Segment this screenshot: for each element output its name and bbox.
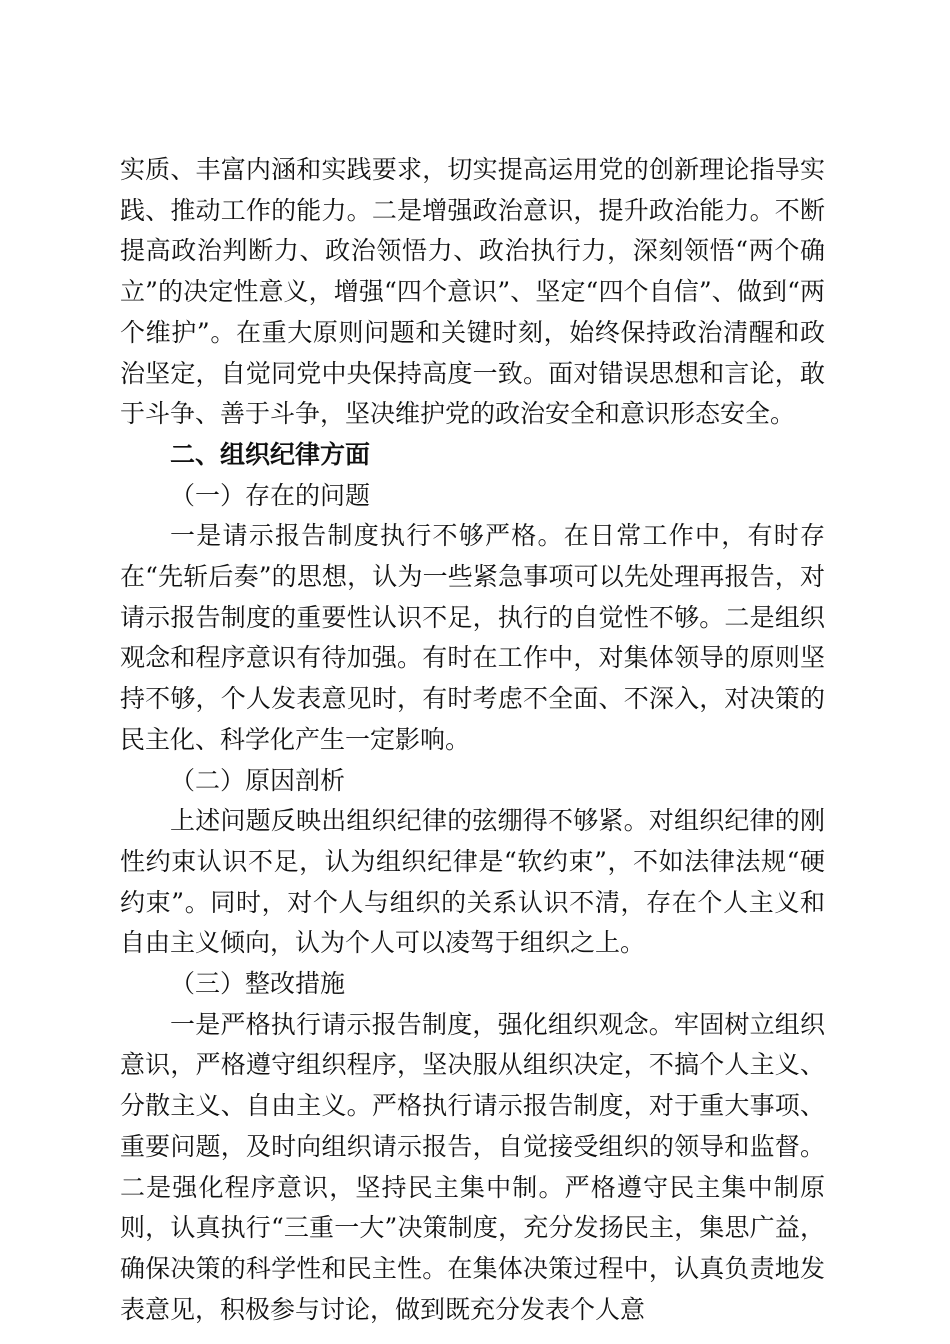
paragraph-existing-problems: 一是请示报告制度执行不够严格。在日常工作中，有时存在“先斩后奏”的思想，认为一些紧急事项可以先处理再报告，对请示报告制度的重要性认识不足，执行的自觉性不够。二是组织观念和程序意识有待加强。有时在工作中，对集体领导的原则坚持不够，个人发表意见时，有时考虑不全面、不深入，对决策的民主化、科学化产生一定影响。 — [120, 521, 825, 754]
document-body — [120, 150, 825, 1330]
paragraph-political-awareness-continued: 实质、丰富内涵和实践要求，切实提高运用党的创新理论指导实践、推动工作的能力。二是增强政治意识，提升政治能力。不断提高政治判断力、政治领悟力、政治执行力，深刻领悟“两个确立”的决定性意义，增强“四个意识”、坚定“四个自信”、做到“两个维护”。在重大原则问题和关键时刻，始终保持政治清醒和政治坚定，自觉同党中央保持高度一致。面对错误思想和言论，敢于斗争、善于斗争，坚决维护党的政治安全和意识形态安全。 — [120, 155, 825, 429]
subheading-existing-problems: （一）存在的问题 — [170, 480, 371, 510]
subheading-rectification-measures: （三）整改措施 — [170, 969, 346, 999]
subheading-cause-analysis: （二）原因剖析 — [170, 765, 346, 795]
section-heading-organizational-discipline: 二、组织纪律方面 — [170, 439, 371, 469]
paragraph-rectification-measures: 一是严格执行请示报告制度，强化组织观念。牢固树立组织意识，严格遵守组织程序，坚决服从组织决定，不搞个人主义、分散主义、自由主义。严格执行请示报告制度，对于重大事项、重要问题，及时向组织请示报告，自觉接受组织的领导和监督。二是强化程序意识，坚持民主集中制。严格遵守民主集中制原则，认真执行“三重一大”决策制度，充分发扬民主，集思广益，确保决策的科学性和民主性。在集体决策过程中，认真负责地发表意见，积极参与讨论，做到既充分发表个人意 — [120, 1009, 825, 1324]
paragraph-cause-analysis: 上述问题反映出组织纪律的弦绷得不够紧。对组织纪律的刚性约束认识不足，认为组织纪律是“软约束”，不如法律法规“硬约束”。同时，对个人与组织的关系认识不清，存在个人主义和自由主义倾向，认为个人可以凌驾于组织之上。 — [120, 806, 825, 958]
